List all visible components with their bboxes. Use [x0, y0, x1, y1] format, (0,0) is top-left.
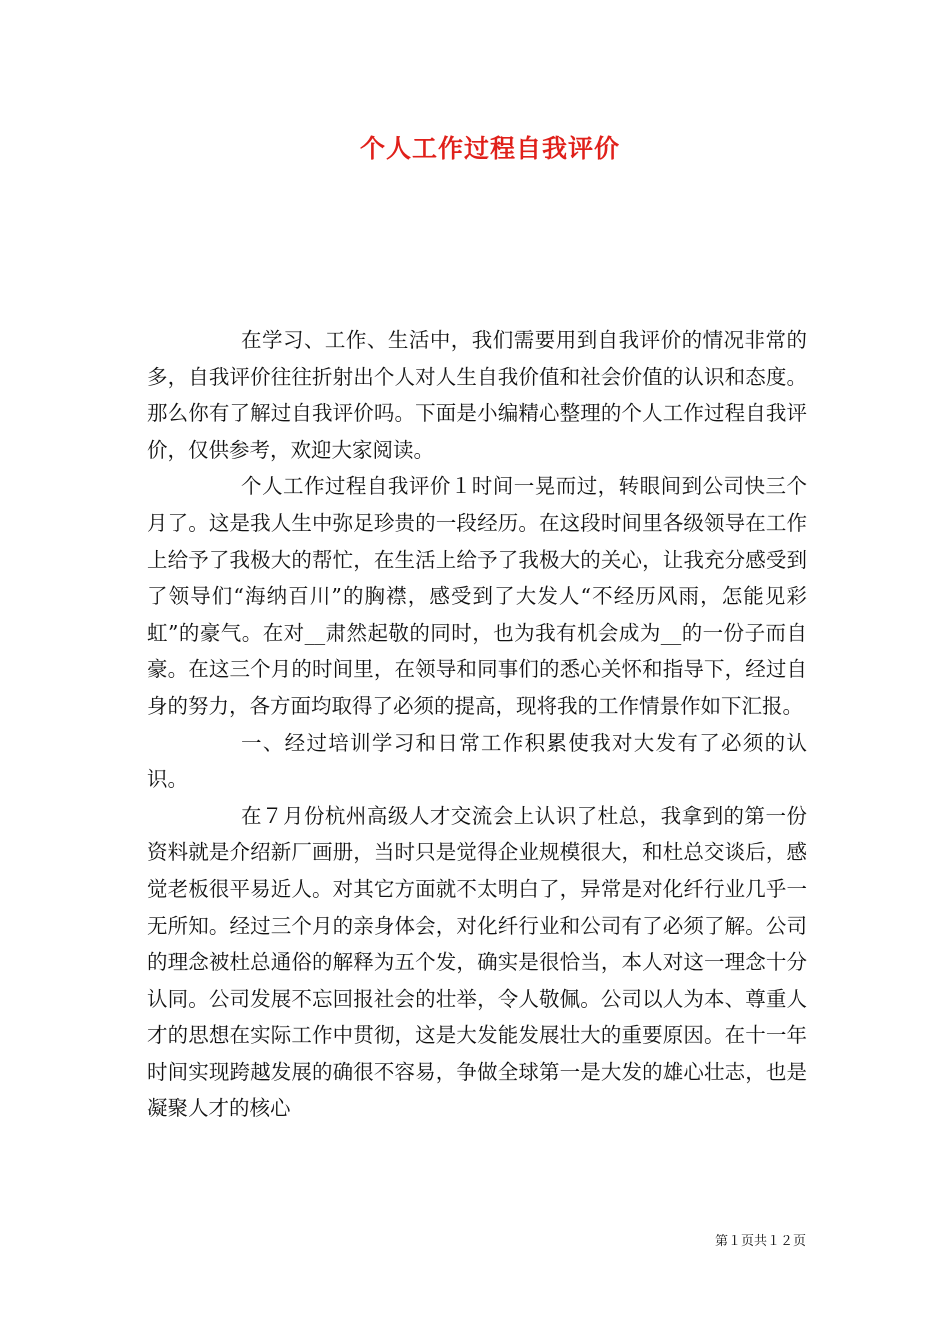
paragraph-section-heading: 一、经过培训学习和日常工作积累使我对大发有了必须的认识。 [147, 730, 807, 792]
document-title: 个人工作过程自我评价 [359, 134, 620, 163]
document-body [147, 322, 807, 1127]
paragraph-evaluation-1: 个人工作过程自我评价１时间一晃而过，转眼间到公司快三个月了。这是我人生中弥足珍贵的一段经历。在这段时间里各级领导在工作上给予了我极大的帮忙，在生活上给予了我极大的关心，让我充分感受到了领导们“海纳百川”的胸襟，感受到了大发人“不经历风雨，怎能见彩虹”的豪气。在对__肃然起敬的同时，也为我有机会成为__的一份子而自豪。在这三个月的时间里，在领导和同事们的悉心关怀和指导下，经过自身的努力，各方面均取得了必须的提高，现将我的工作情景作如下汇报。 [147, 474, 807, 718]
page-number-footer: 第１页共１２页 [714, 1234, 806, 1249]
paragraph-company-understanding: 在７月份杭州高级人才交流会上认识了杜总，我拿到的第一份资料就是介绍新厂画册，当时只是觉得企业规模很大，和杜总交谈后，感觉老板很平易近人。对其它方面就不太明白了，异常是对化纤行业几乎一无所知。经过三个月的亲身体会，对化纤行业和公司有了必须了解。公司的理念被杜总通俗的解释为五个发，确实是很恰当，本人对这一理念十分认同。公司发展不忘回报社会的壮举，令人敬佩。公司以人为本、尊重人才的思想在实际工作中贯彻，这是大发能发展壮大的重要原因。在十一年时间实现跨越发展的确很不容易，争做全球第一是大发的雄心壮志，也是凝聚人才的核心 [147, 803, 807, 1121]
paragraph-intro: 在学习、工作、生活中，我们需要用到自我评价的情况非常的多，自我评价往往折射出个人对人生自我价值和社会价值的认识和态度。那么你有了解过自我评价吗。下面是小编精心整理的个人工作过程自我评价，仅供参考，欢迎大家阅读。 [147, 328, 807, 462]
